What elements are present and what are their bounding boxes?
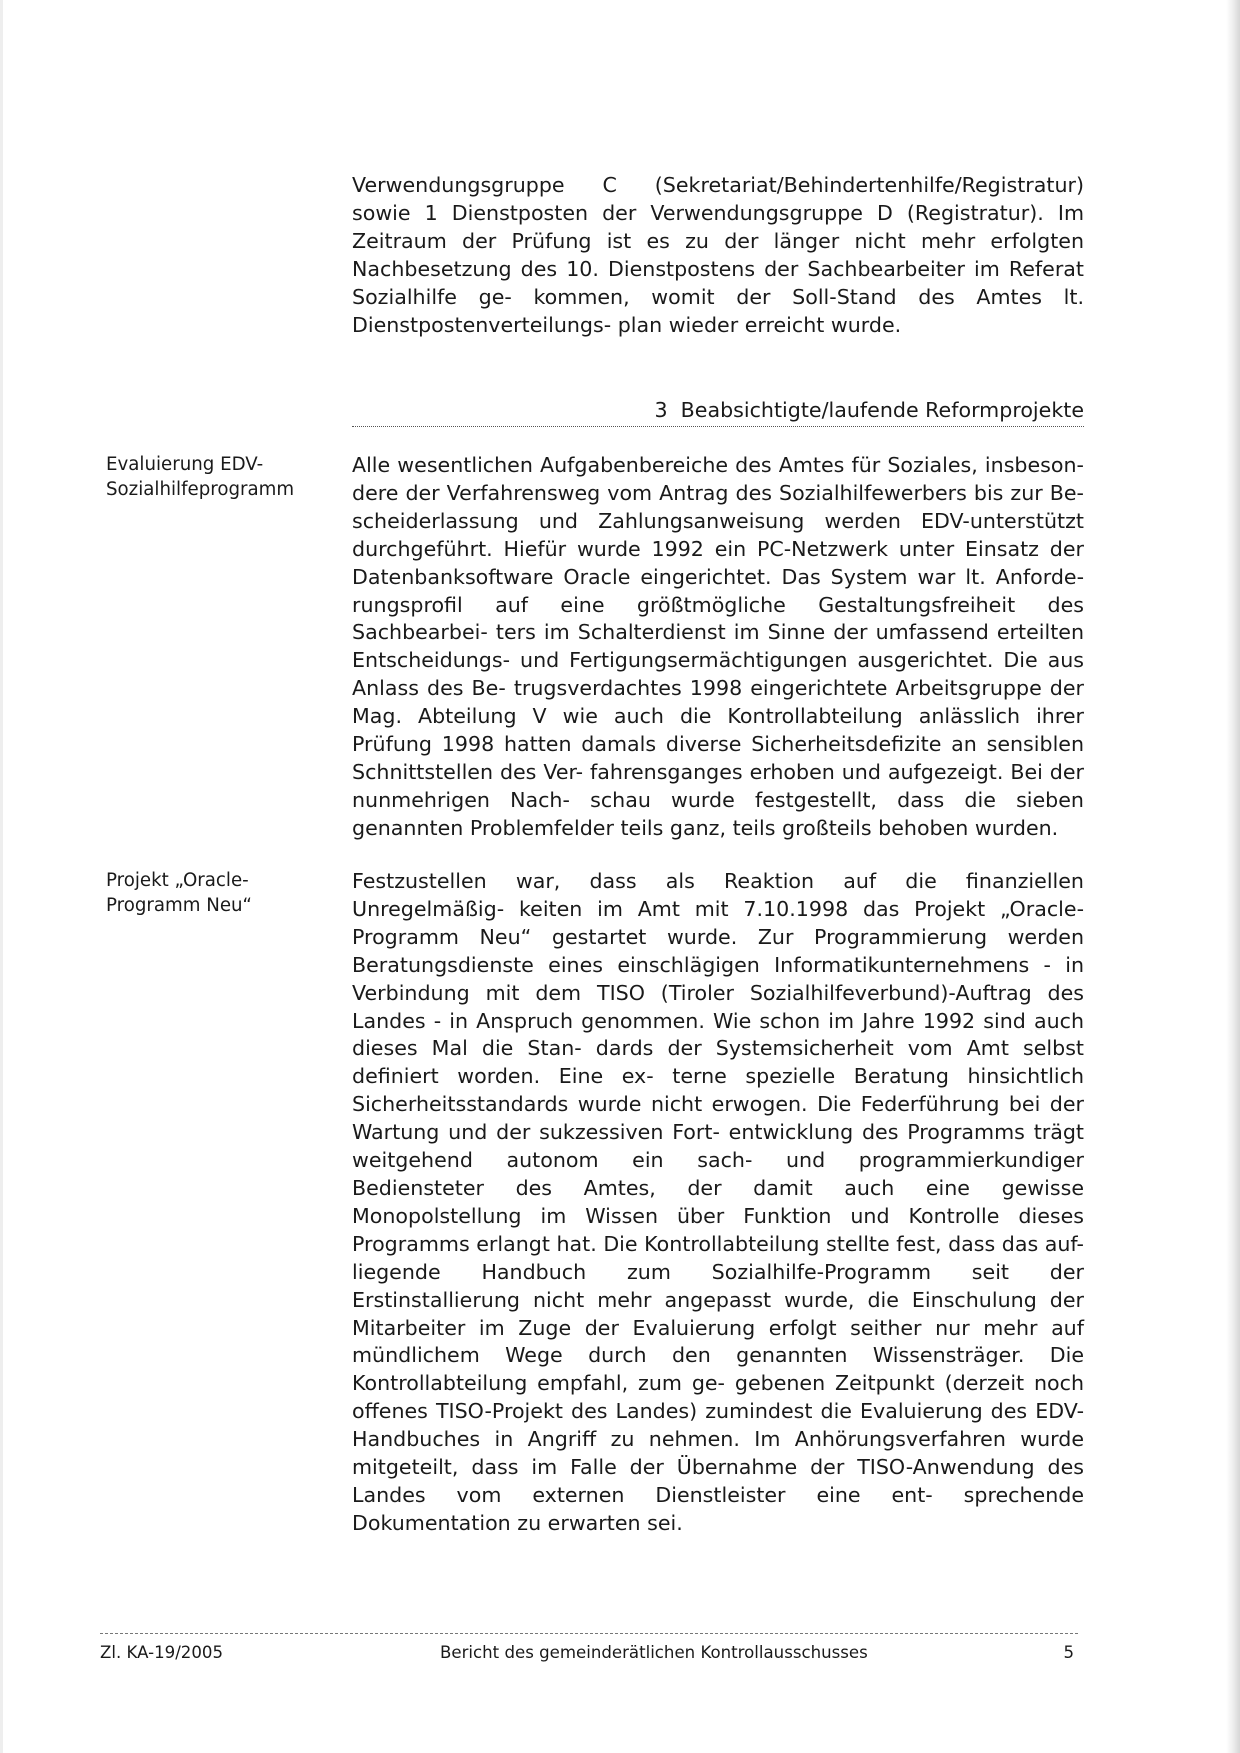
footer-divider: [100, 1633, 1078, 1634]
scan-edge-right: [1226, 0, 1240, 1753]
paragraph-line: der Evaluierung erfolgt seither nur mehr auf mündlichem Wege durch: [352, 1315, 1084, 1368]
paragraph-line: der TISO-Anwendung des Landes vom externen Dienstleister eine ent-: [352, 1455, 1085, 1507]
paragraph-line: den genannten Wissensträger. Die Kontrollabteilung empfahl, zum ge-: [352, 1343, 1085, 1396]
section-title: Beabsichtigte/laufende Reformprojekte: [680, 398, 1084, 422]
paragraph-line: zumindest die Evaluierung des EDV-Handbuches in Angriff zu nehmen.: [352, 1399, 1085, 1452]
intro-line: plan wieder erreicht wurde.: [617, 312, 902, 337]
paragraph-line: dards der Systemsicherheit vom Amt selbst definiert worden. Eine ex-: [352, 1036, 1084, 1089]
paragraph-line: Programms erlangt hat. Die Kontrollabteilung stellte fest, dass das auf-: [352, 1231, 1084, 1256]
paragraph-line: liegende Handbuch zum Sozialhilfe-Programm seit der Erstinstallierung: [352, 1259, 1084, 1312]
paragraph-line: rungsprofil auf eine größtmögliche Gestaltungsfreiheit des Sachbearbei-: [352, 592, 1084, 645]
paragraph-line: Festzustellen war, dass als Reaktion auf die finanziellen Unregelmäßig-: [352, 869, 1084, 921]
paragraph-line: und Fertigungsermächtigungen ausgerichtet. Die aus Anlass des Be-: [352, 648, 1084, 701]
paragraph-line: entwicklung des Programms trägt weitgehend autonom ein sach- und: [352, 1120, 1084, 1173]
margin-note-line: Evaluierung EDV-: [106, 454, 264, 475]
paragraph-line: wie auch die Kontrollabteilung anlässlich ihrer Prüfung 1998 hatten: [352, 704, 1084, 757]
paragraph-line: sprechende Dokumentation zu erwarten sei.: [352, 1482, 1084, 1535]
paragraph-line: scheiderlassung und Zahlungsanweisung werden EDV-unterstützt: [352, 508, 1084, 533]
page-footer: [100, 1640, 1078, 1666]
intro-paragraph: [352, 172, 1084, 339]
scan-edge-left: [0, 0, 3, 1753]
paragraph-line: fahrensganges erhoben und aufgezeigt. Bei der nunmehrigen Nach-: [352, 759, 1084, 812]
paragraph-line: trugsverdachtes 1998 eingerichtete Arbeitsgruppe der Mag. Abteilung V: [352, 676, 1085, 729]
paragraph-line: genommen. Wie schon im Jahre 1992 sind auch dieses Mal die Stan-: [352, 1008, 1084, 1061]
paragraph-line: schau wurde festgestellt, dass die sieben genannten Problemfelder teils: [352, 787, 1084, 840]
footer-reference: Zl. KA-19/2005: [100, 1643, 224, 1662]
section-divider: [352, 426, 1084, 427]
paragraph-line: nicht mehr angepasst wurde, die Einschulung der Mitarbeiter im Zuge: [352, 1287, 1084, 1340]
paragraph-line: dere der Verfahrensweg vom Antrag des Sozialhilfewerbers bis zur Be-: [352, 480, 1084, 505]
margin-note-line: Projekt „Oracle-: [106, 870, 249, 891]
paragraph-line: Im Anhörungsverfahren wurde mitgeteilt, dass im Falle der Übernahme: [352, 1427, 1084, 1480]
paragraph-line: gewisse Monopolstellung im Wissen über Funktion und Kontrolle dieses: [352, 1175, 1084, 1228]
intro-line: der Prüfung ist es zu der länger nicht mehr erfolgten Nachbesetzung: [352, 228, 1085, 281]
paragraph-edv-evaluation: [352, 452, 1084, 843]
paragraph-line: terne spezielle Beratung hinsichtlich Sicherheitsstandards wurde nicht: [352, 1064, 1085, 1117]
paragraph-line: gestartet wurde. Zur Programmierung werden Beratungsdienste eines: [352, 924, 1085, 977]
paragraph-line: durchgeführt. Hiefür wurde 1992 ein PC-Netzwerk unter Einsatz der: [352, 536, 1084, 561]
section-number: 3: [654, 398, 668, 422]
paragraph-line: keiten im Amt mit 7.10.1998 das Projekt „Oracle-Programm Neu“: [352, 896, 1085, 949]
intro-line: des 10. Dienstpostens der Sachbearbeiter im Referat Sozialhilfe ge-: [352, 256, 1084, 309]
margin-note-edv: [106, 452, 316, 502]
margin-note-line: Programm Neu“: [106, 895, 252, 916]
page-number: 5: [1063, 1643, 1074, 1662]
intro-line: kommen, womit der Soll-Stand des Amtes lt. Dienstpostenverteilungs-: [352, 284, 1084, 337]
paragraph-line: programmierkundiger Bediensteter des Amtes, der damit auch eine: [352, 1148, 1084, 1200]
paragraph-line: ters im Schalterdienst im Sinne der umfassend erteilten Entscheidungs-: [352, 620, 1084, 673]
paragraph-line: damals diverse Sicherheitsdefizite an sensiblen Schnittstellen des Ver-: [352, 732, 1085, 784]
paragraph-line: einschlägigen Informatikunternehmens - in Verbindung mit dem: [352, 952, 1084, 1005]
paragraph-line: Alle wesentlichen Aufgabenbereiche des Amtes für Soziales, insbeson-: [352, 453, 1084, 477]
paragraph-line: TISO (Tiroler Sozialhilfeverbund)-Auftrag des Landes - in Anspruch: [352, 980, 1084, 1033]
footer-title: Bericht des gemeinderätlichen Kontrollausschusses: [440, 1643, 868, 1662]
section-heading: [352, 396, 1084, 424]
paragraph-oracle-project: [352, 868, 1084, 1538]
margin-note-oracle: [106, 868, 316, 918]
intro-line: 1 Dienstposten der Verwendungsgruppe D (Registratur). Im Zeitraum: [352, 200, 1085, 253]
paragraph-line: gebenen Zeitpunkt (derzeit noch offenes TISO-Projekt des Landes): [352, 1371, 1085, 1424]
intro-line: Verwendungsgruppe C (Sekretariat/Behindertenhilfe/Registratur) sowie: [352, 173, 1084, 225]
paragraph-line: ganz, teils großteils behoben wurden.: [669, 815, 1059, 840]
margin-note-line: Sozialhilfeprogramm: [106, 479, 295, 500]
paragraph-line: erwogen. Die Federführung bei der Wartung und der sukzessiven Fort-: [352, 1092, 1085, 1145]
paragraph-line: Datenbanksoftware Oracle eingerichtet. Das System war lt. Anforde-: [352, 564, 1084, 589]
